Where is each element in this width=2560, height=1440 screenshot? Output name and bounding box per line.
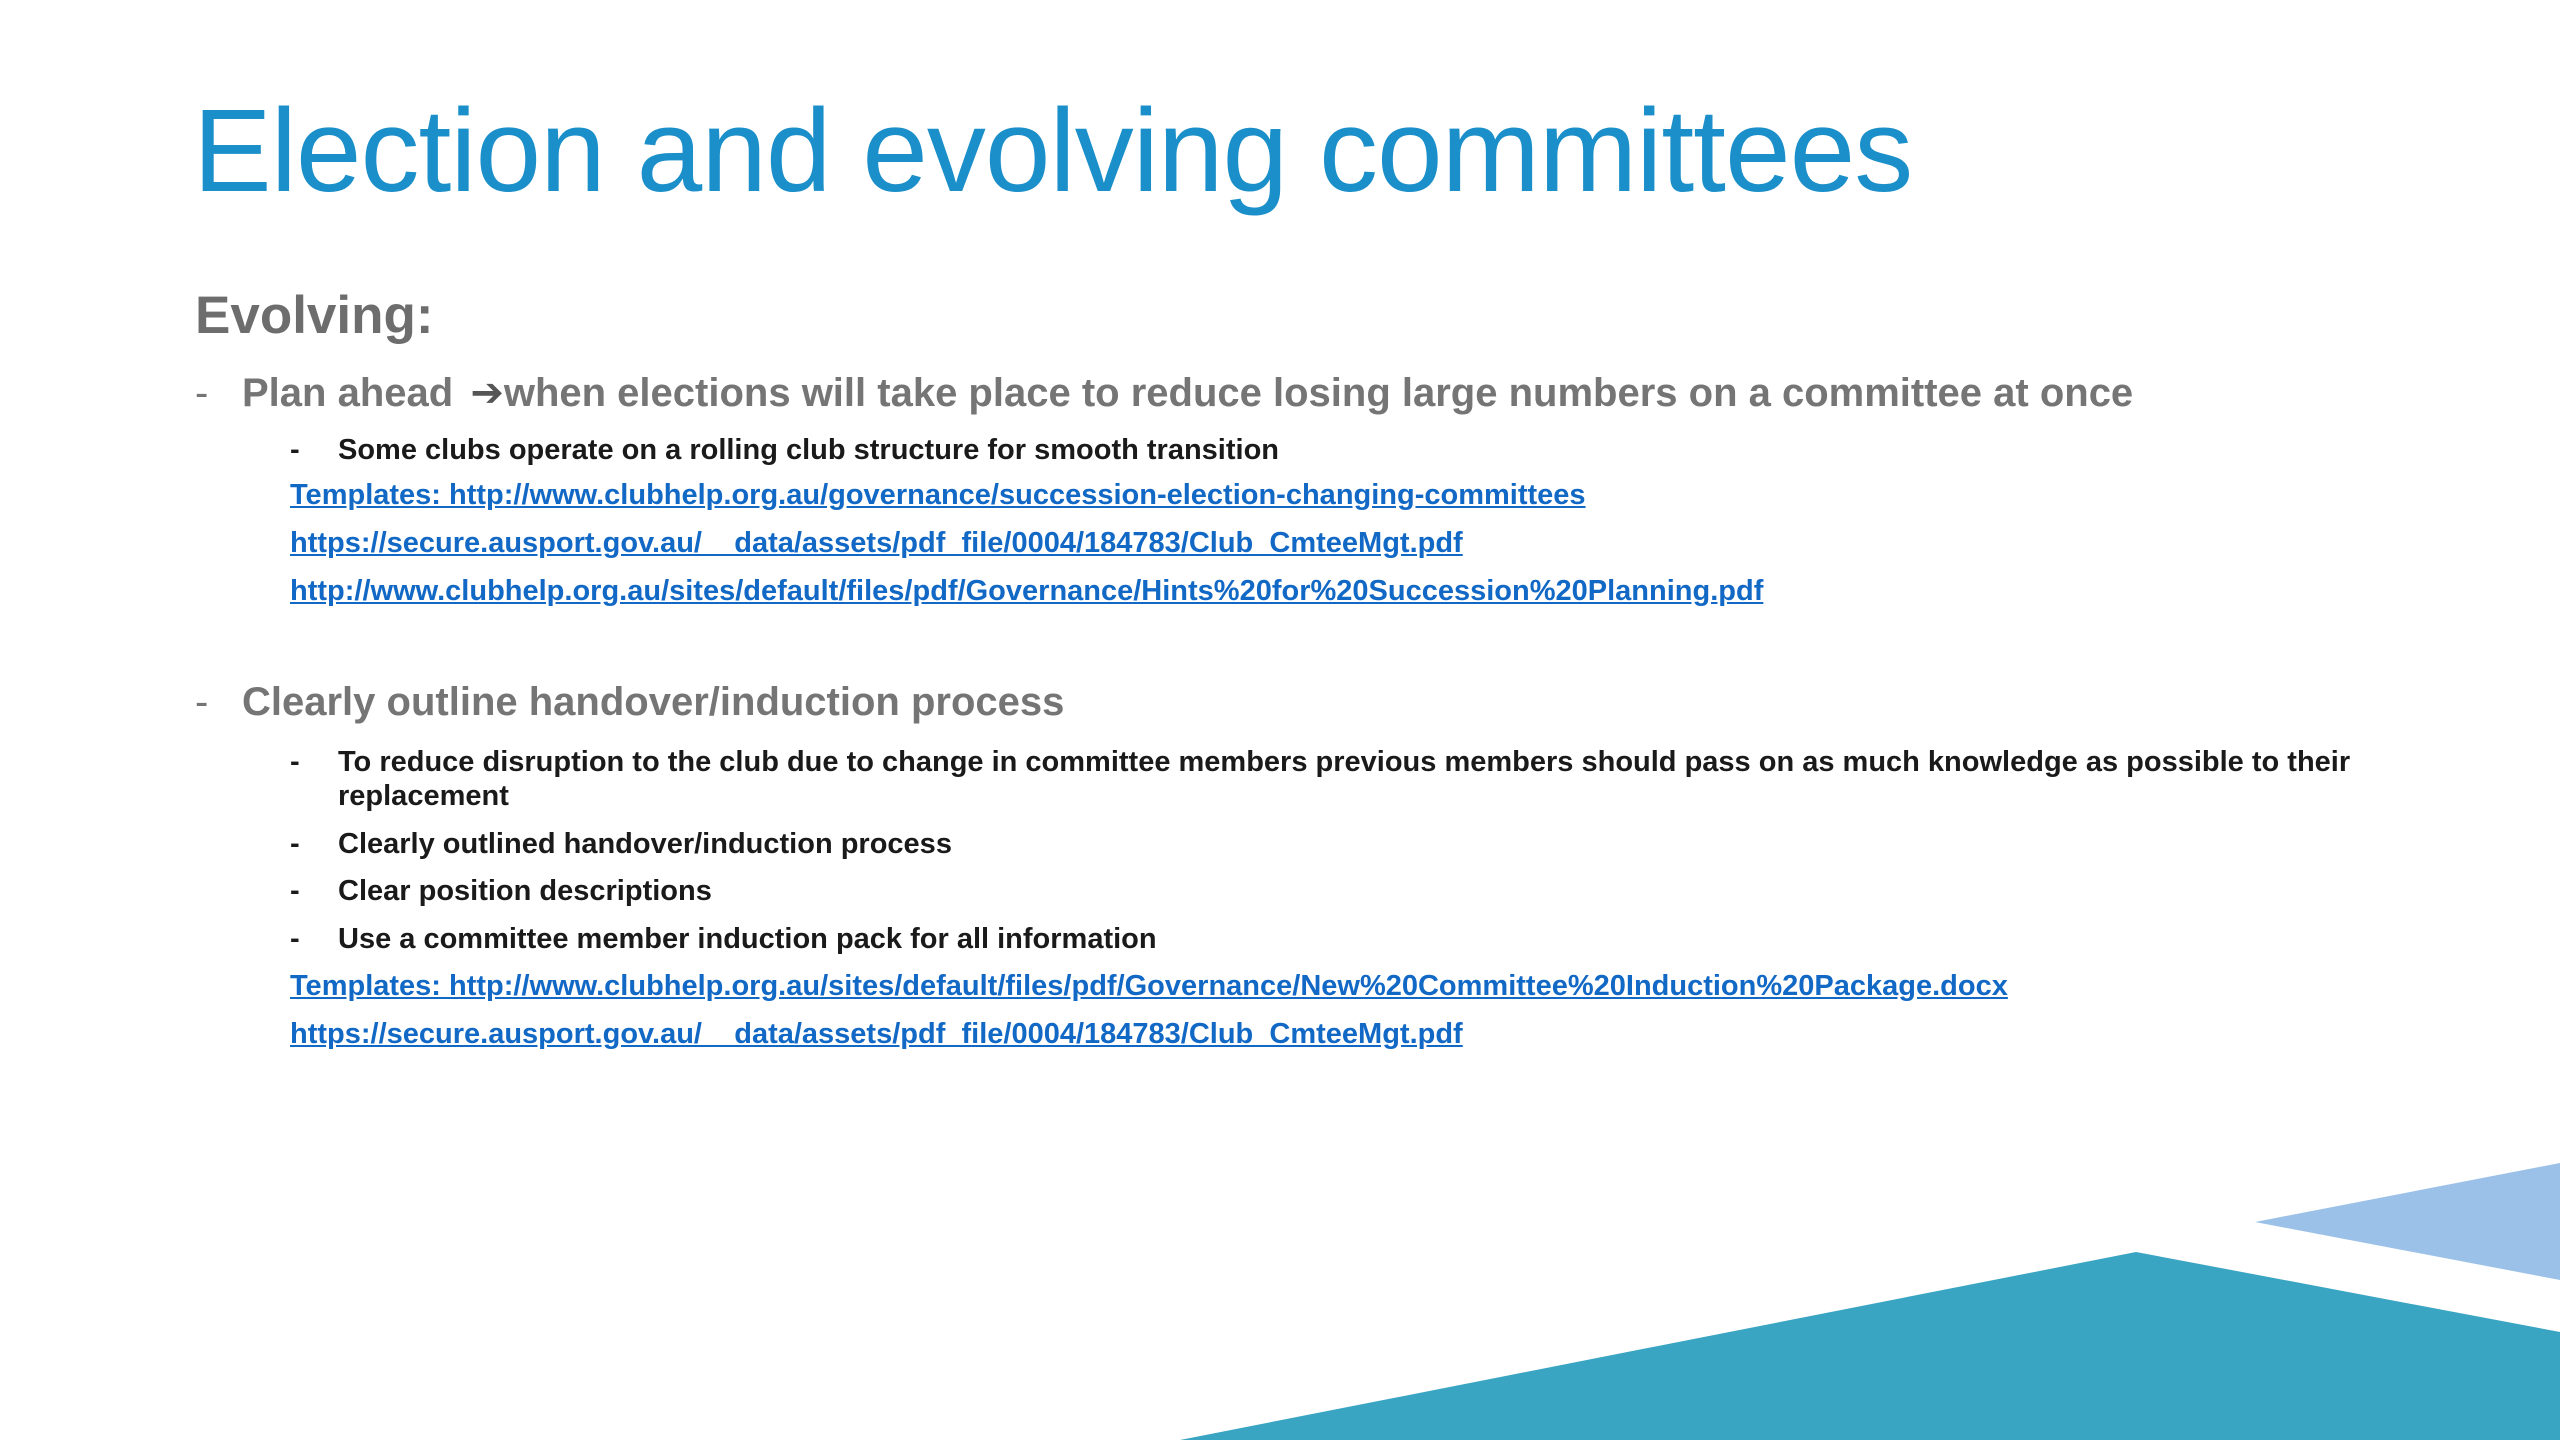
sub-bullet-dash: -: [290, 746, 300, 778]
bullet-text-rest: when elections will take place to reduce losing large numbers on a committee at once: [503, 371, 2134, 415]
sub-bullet-text: Use a committee member induction pack for all information: [338, 923, 1157, 955]
bullet-dash: -: [195, 371, 209, 415]
sub-bullet-text: Some clubs operate on a rolling club structure for smooth transition: [338, 434, 1279, 466]
arrow-right-icon: ➔: [470, 371, 504, 415]
slide-title: Election and evolving committees: [193, 85, 1913, 217]
bullet-text: Plan ahead: [242, 371, 454, 415]
ausport-link-cmteemgt[interactable]: https://secure.ausport.gov.au/__data/assets/pdf_file/0004/184783/Club_CmteeMgt.pdf: [290, 527, 1463, 559]
sub-bullet-dash: -: [290, 923, 300, 955]
bullet-dash: -: [195, 680, 209, 724]
templates-link-succession[interactable]: Templates: http://www.clubhelp.org.au/governance/succession-election-changing-committees: [290, 479, 1586, 511]
clubhelp-link-succession-planning[interactable]: http://www.clubhelp.org.au/sites/default/files/pdf/Governance/Hints%20for%20Succession%20Planning.pdf: [290, 575, 1764, 607]
templates-link-induction-package[interactable]: Templates: http://www.clubhelp.org.au/sites/default/files/pdf/Governance/New%20Committee%20Induction%20Package.docx: [290, 970, 2008, 1002]
sub-bullet-text: To reduce disruption to the club due to change in committee members previous members should pass on as much knowledge as possible to their replacement: [338, 746, 2351, 812]
section-heading: Evolving:: [195, 286, 434, 345]
light-blue-triangle: [2255, 1163, 2560, 1280]
sub-bullet-text: Clear position descriptions: [338, 875, 712, 907]
ausport-link-cmteemgt[interactable]: https://secure.ausport.gov.au/__data/assets/pdf_file/0004/184783/Club_CmteeMgt.pdf: [290, 1018, 1463, 1050]
teal-wedge: [1180, 1252, 2560, 1440]
sub-bullet-dash: -: [290, 875, 300, 907]
bullet-text: Clearly outline handover/induction process: [242, 680, 1065, 724]
sub-bullet-text: Clearly outlined handover/induction process: [338, 828, 952, 860]
sub-bullet-dash: -: [290, 434, 300, 466]
sub-bullet-dash: -: [290, 828, 300, 860]
